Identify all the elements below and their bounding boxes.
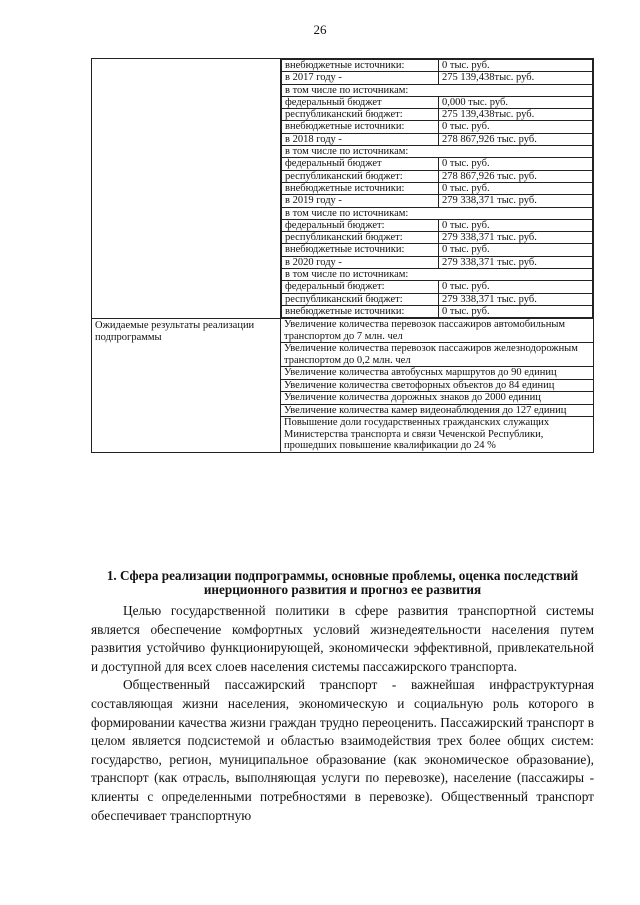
funding-table-row — [282, 232, 593, 244]
funding-table-row — [282, 60, 593, 72]
funding-source-label: республиканский бюджет: — [282, 293, 439, 305]
paragraph-2: Общественный пассажирский транспорт - важнейшая инфраструктурная составляющая жизни населения, экономическую и социальную роль которого в формировании качества жизни граждан трудно переоценить. Пассажирский транспорт в целом является подсистемой и областью взаимодействия трех более общих систем: государство, регион, муниципальное образование (как экономическое образование), транспорт (как отрасль, выполняющая услуги по перевозке), население (пассажиры - клиенты с определенными потребностями в перевозке). Общественный транспорт обеспечивает транспортную — [91, 677, 594, 823]
results-cell — [281, 319, 594, 453]
funding-table — [281, 59, 593, 318]
funding-amount: 278 867,926 тыс. руб. — [439, 170, 593, 182]
expected-result-item: Увеличение количества светофорных объектов до 84 единиц — [281, 380, 593, 393]
funding-table-row — [282, 244, 593, 256]
funding-amount: 279 338,371 тыс. руб. — [439, 256, 593, 268]
funding-amount: 0 тыс. руб. — [439, 158, 593, 170]
page-number: 26 — [313, 22, 327, 37]
funding-table-row — [282, 195, 593, 207]
expected-result-item: Увеличение количества перевозок пассажиров автомобильным транспортом до 7 млн. чел — [281, 319, 593, 343]
funding-source-label: республиканский бюджет: — [282, 170, 439, 182]
body-text — [91, 602, 594, 825]
funding-source-label: в 2018 году - — [282, 133, 439, 145]
funding-amount: 0 тыс. руб. — [439, 121, 593, 133]
funding-amount: 0 тыс. руб. — [439, 182, 593, 194]
funding-source-label: в 2020 году - — [282, 256, 439, 268]
results-label-cell — [92, 319, 281, 453]
funding-table-row — [282, 146, 593, 158]
funding-source-label: внебюджетные источники: — [282, 121, 439, 133]
expected-result-item: Увеличение количества дорожных знаков до 2000 единиц — [281, 392, 593, 405]
funding-table-row — [282, 219, 593, 231]
funding-source-label: внебюджетные источники: — [282, 60, 439, 72]
passport-table — [91, 58, 594, 453]
funding-label-cell — [92, 59, 281, 319]
funding-amount: 0 тыс. руб. — [439, 219, 593, 231]
funding-amount: 0 тыс. руб. — [439, 305, 593, 317]
funding-amount: 0 тыс. руб. — [439, 60, 593, 72]
funding-amount: 279 338,371 тыс. руб. — [439, 293, 593, 305]
funding-subheader: в том числе по источникам: — [282, 146, 593, 158]
funding-table-row — [282, 121, 593, 133]
funding-detail-cell — [281, 59, 594, 319]
funding-subheader: в том числе по источникам: — [282, 84, 593, 96]
funding-source-label: внебюджетные источники: — [282, 182, 439, 194]
funding-source-label: в 2017 году - — [282, 72, 439, 84]
funding-table-row — [282, 109, 593, 121]
expected-result-item: Увеличение количества перевозок пассажиров железнодорожным транспортом до 0,2 млн. чел — [281, 343, 593, 367]
expected-result-item: Повышение доли государственных гражданских служащих Министерства транспорта и связи Чеченской Республики, прошедших повышение квалификации до 24 % — [284, 417, 550, 452]
funding-amount: 275 139,438тыс. руб. — [439, 109, 593, 121]
paragraph-1: Целью государственной политики в сфере развития транспортной системы является обеспечение комфортных условий жизнедеятельности населения путем развития устойчиво функционирующей, экономически эффективной, привлекательной и доступной для всех слоев населения системы пассажирского транспорта. — [91, 603, 594, 674]
funding-table-row — [282, 305, 593, 317]
funding-table-row — [282, 182, 593, 194]
funding-amount: 0 тыс. руб. — [439, 281, 593, 293]
funding-table-row — [282, 84, 593, 96]
funding-table-row — [282, 256, 593, 268]
funding-source-label: республиканский бюджет: — [282, 109, 439, 121]
funding-source-label: федеральный бюджет: — [282, 281, 439, 293]
funding-table-row — [282, 269, 593, 281]
funding-amount: 275 139,438тыс. руб. — [439, 72, 593, 84]
funding-source-label: федеральный бюджет: — [282, 219, 439, 231]
results-row — [92, 319, 594, 453]
funding-source-label: республиканский бюджет: — [282, 232, 439, 244]
funding-source-label: федеральный бюджет — [282, 96, 439, 108]
funding-amount: 0,000 тыс. руб. — [439, 96, 593, 108]
funding-table-row — [282, 170, 593, 182]
results-list — [281, 319, 593, 452]
funding-source-label: в 2019 году - — [282, 195, 439, 207]
results-label: Ожидаемые результаты реализации подпрограммы — [95, 320, 255, 344]
funding-amount: 279 338,371 тыс. руб. — [439, 232, 593, 244]
funding-subheader: в том числе по источникам: — [282, 207, 593, 219]
funding-source-label: федеральный бюджет — [282, 158, 439, 170]
funding-source-label: внебюджетные источники: — [282, 305, 439, 317]
funding-table-row — [282, 207, 593, 219]
funding-subheader: в том числе по источникам: — [282, 269, 593, 281]
funding-row — [92, 59, 594, 319]
funding-amount: 278 867,926 тыс. руб. — [439, 133, 593, 145]
expected-result-item: Увеличение количества камер видеонаблюдения до 127 единиц — [281, 405, 593, 418]
funding-table-row — [282, 72, 593, 84]
funding-table-row — [282, 158, 593, 170]
funding-table-row — [282, 133, 593, 145]
funding-table-row — [282, 96, 593, 108]
funding-amount: 0 тыс. руб. — [439, 244, 593, 256]
expected-result-item: Увеличение количества автобусных маршрутов до 90 единиц — [281, 367, 593, 380]
section-title: 1. Сфера реализации подпрограммы, основные проблемы, оценка последствий инерционного развития и прогноз ее развития — [106, 568, 579, 597]
funding-amount: 279 338,371 тыс. руб. — [439, 195, 593, 207]
funding-source-label: внебюджетные источники: — [282, 244, 439, 256]
funding-table-row — [282, 293, 593, 305]
funding-table-row — [282, 281, 593, 293]
